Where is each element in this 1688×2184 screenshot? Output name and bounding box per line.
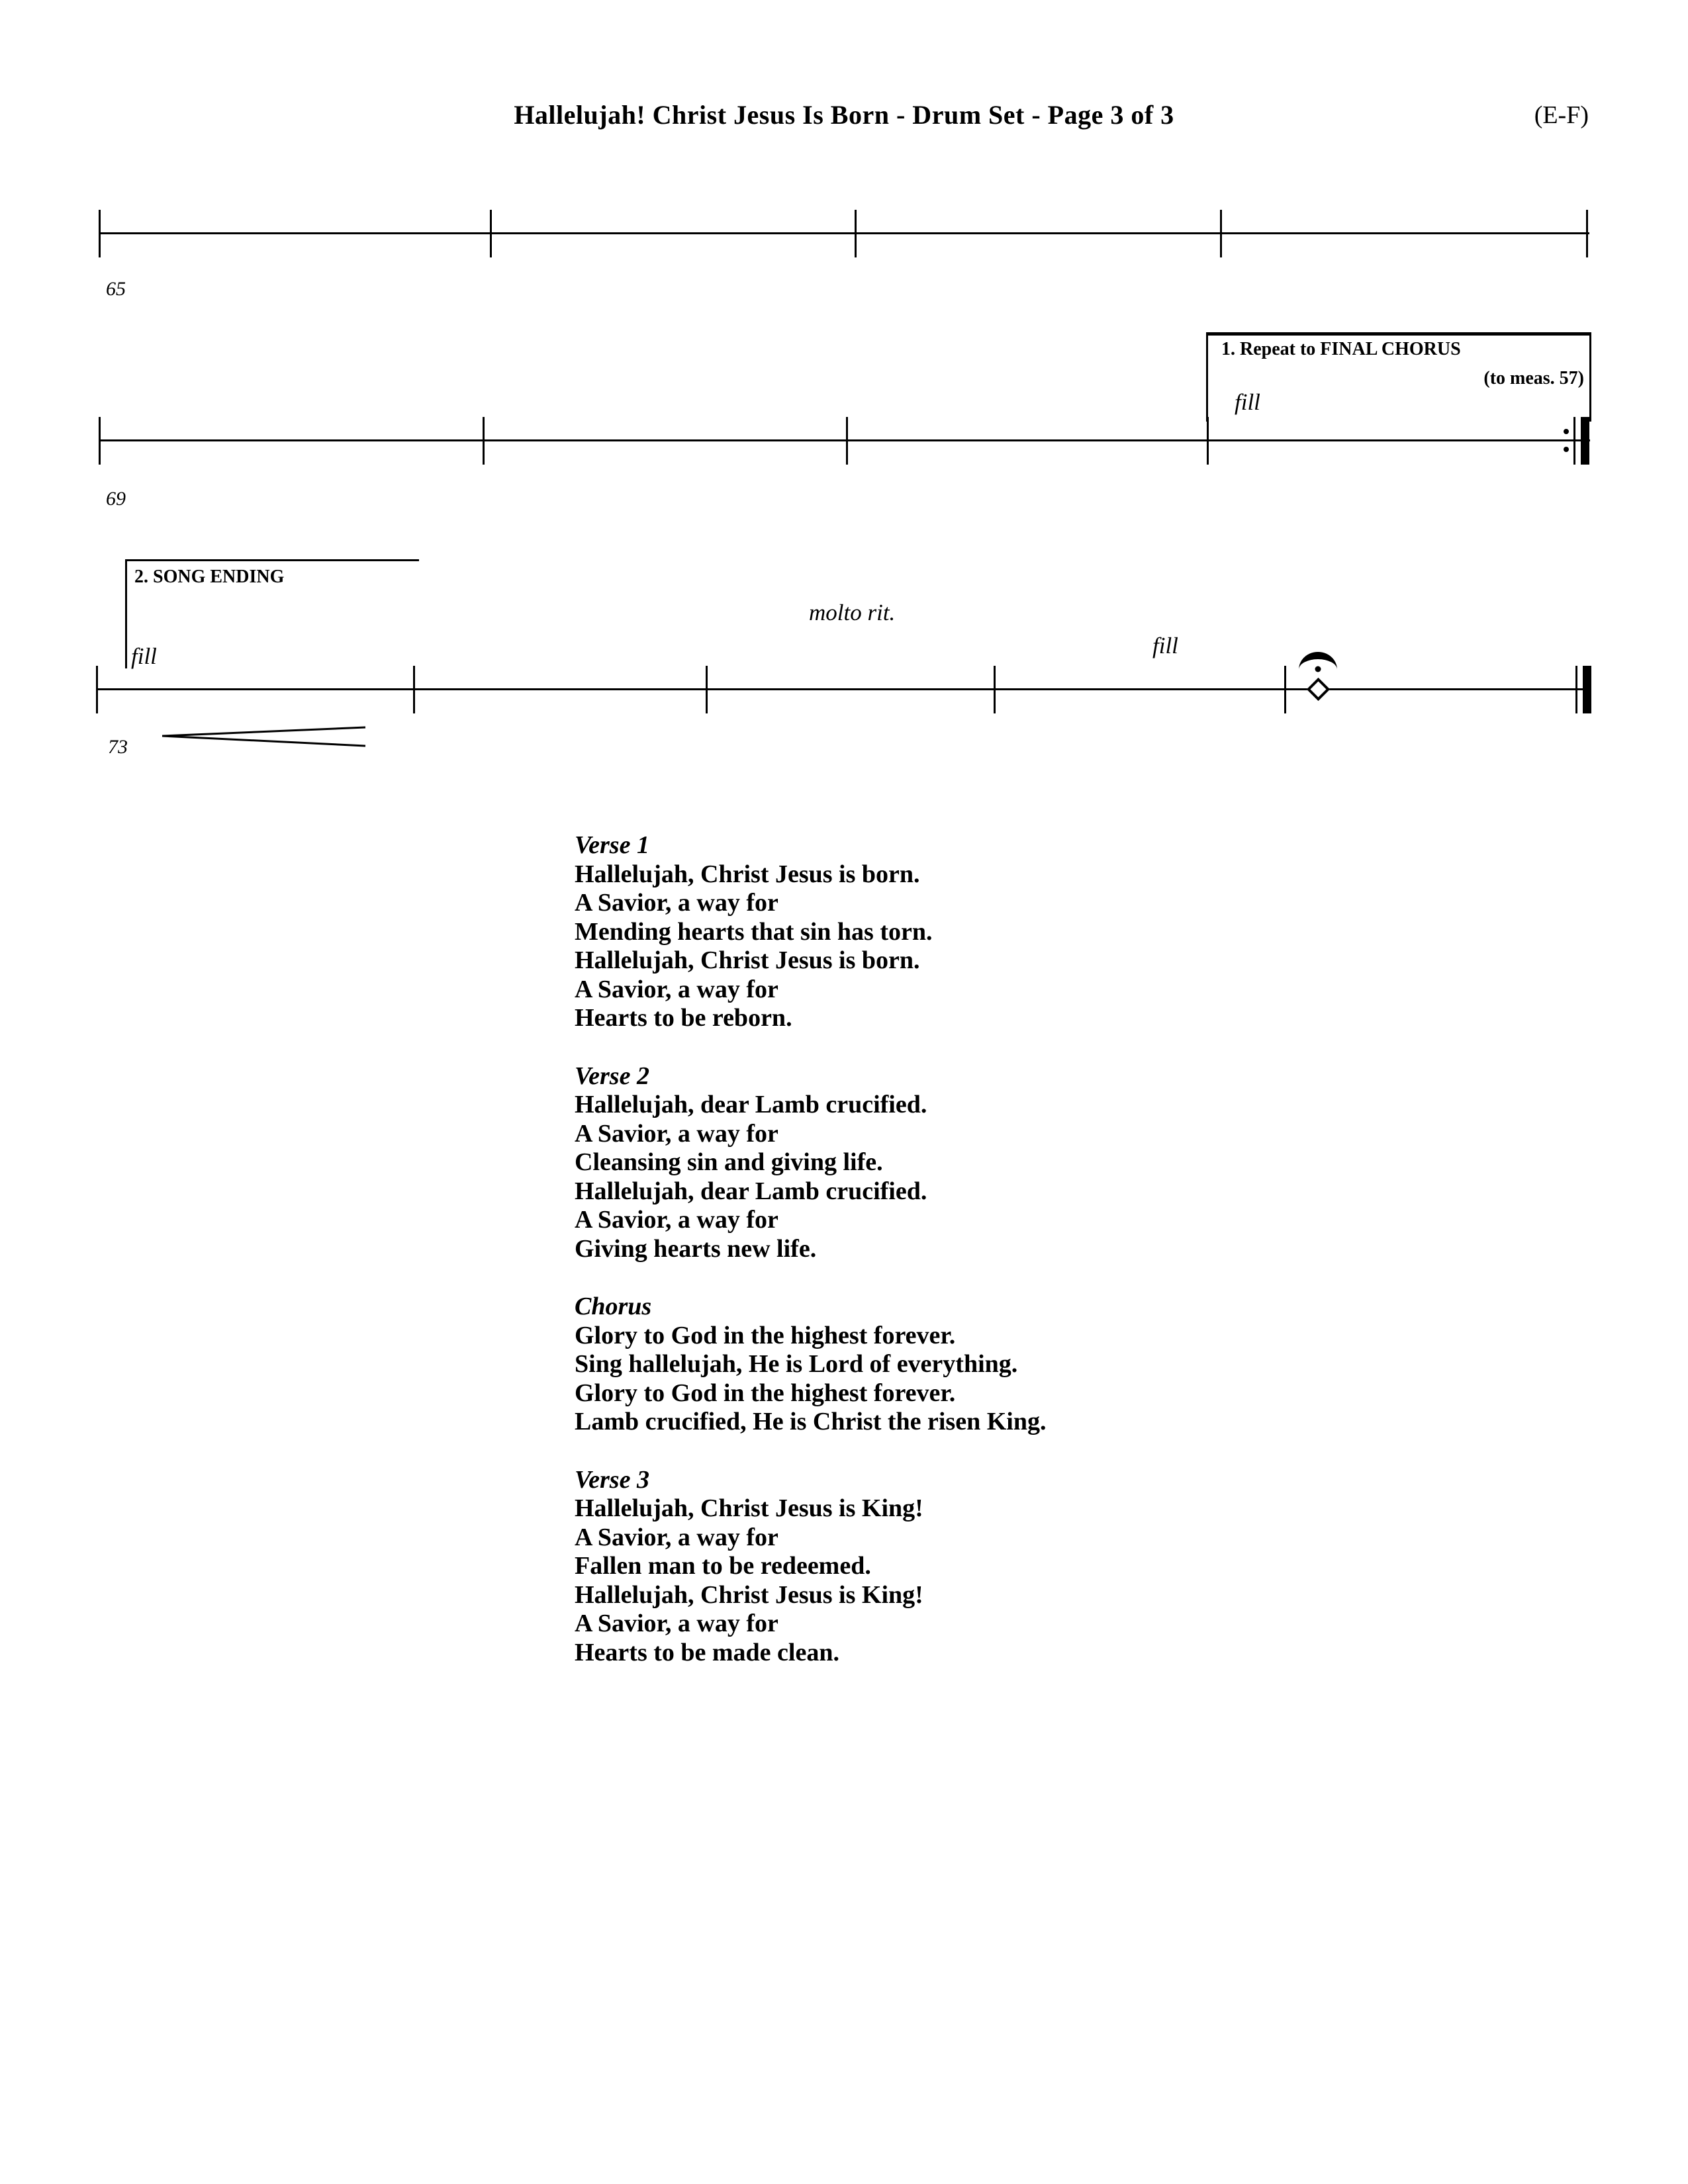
lyrics-line: Hearts to be reborn. (575, 1004, 792, 1032)
barline (1586, 210, 1588, 257)
lyrics-line: Sing hallelujah, He is Lord of everything. (575, 1350, 1018, 1378)
lyrics-line: Giving hearts new life. (575, 1234, 817, 1263)
lyrics-line: Hallelujah, dear Lamb crucified. (575, 1091, 927, 1118)
lyrics-block (575, 831, 1046, 1696)
barline (846, 417, 848, 465)
key-range-label: (E-F) (1534, 101, 1589, 129)
measure-number: 69 (106, 488, 126, 510)
barline (483, 417, 485, 465)
lyrics-section-verse-3 (575, 1466, 1046, 1668)
repeat-dot (1564, 447, 1569, 452)
lyrics-line: Glory to God in the highest forever. (575, 1379, 956, 1407)
barline (994, 666, 996, 713)
barline (1207, 417, 1209, 465)
diamond-notehead-icon (1307, 678, 1330, 701)
volta-1-label: 1. Repeat to FINAL CHORUS (1221, 339, 1461, 359)
lyrics-line: A Savior, a way for (575, 1119, 778, 1148)
barline (855, 210, 857, 257)
fermata-icon (1298, 650, 1338, 674)
lyrics-line: A Savior, a way for (575, 1206, 778, 1234)
lyrics-line: Lamb crucified, He is Christ the risen King. (575, 1408, 1047, 1435)
fill-marking: fill (1152, 633, 1178, 659)
lyrics-line: Glory to God in the highest forever. (575, 1321, 956, 1349)
measure-number: 73 (108, 736, 128, 758)
lyrics-line: Hallelujah, Christ Jesus is born. (575, 946, 920, 974)
lyrics-line: Fallen man to be redeemed. (575, 1552, 871, 1580)
staff-line (99, 232, 1589, 234)
lyrics-heading: Chorus (575, 1293, 652, 1320)
lyrics-line: Hallelujah, Christ Jesus is King! (575, 1580, 923, 1609)
lyrics-line: Hallelujah, Christ Jesus is born. (575, 860, 920, 888)
page-title: Hallelujah! Christ Jesus Is Born - Drum Set - Page 3 of 3 (514, 100, 1174, 130)
fill-marking: fill (131, 643, 157, 669)
lyrics-line: A Savior, a way for (575, 889, 778, 917)
lyrics-heading: Verse 1 (575, 831, 649, 859)
barline (99, 210, 101, 257)
barline (1284, 666, 1286, 713)
lyrics-line: Hallelujah, dear Lamb crucified. (575, 1177, 927, 1205)
tempo-marking: molto rit. (809, 600, 896, 625)
lyrics-section-verse-2 (575, 1062, 1046, 1264)
barline-thick (1581, 417, 1589, 465)
lyrics-heading: Verse 2 (575, 1062, 649, 1090)
barline (706, 666, 708, 713)
barline (413, 666, 415, 713)
lyrics-line: A Savior, a way for (575, 975, 778, 1003)
lyrics-line: Cleansing sin and giving life. (575, 1148, 883, 1176)
repeat-dot (1564, 429, 1569, 434)
barline (1573, 417, 1575, 465)
lyrics-section-chorus (575, 1293, 1046, 1437)
lyrics-line: Mending hearts that sin has torn. (575, 917, 933, 946)
barline-thick (1583, 666, 1591, 713)
barline (1220, 210, 1222, 257)
barline (490, 210, 492, 257)
volta-1-target: (to meas. 57) (1483, 368, 1584, 388)
lyrics-line: A Savior, a way for (575, 1610, 778, 1637)
fill-marking: fill (1235, 389, 1260, 415)
measure-number: 65 (106, 278, 126, 300)
lyrics-line: Hallelujah, Christ Jesus is King! (575, 1494, 923, 1522)
barline (1575, 666, 1577, 713)
staff-line (99, 439, 1590, 441)
lyrics-section-verse-1 (575, 831, 1046, 1033)
lyrics-heading: Verse 3 (575, 1465, 649, 1494)
barline (99, 417, 101, 465)
volta-2-label: 2. SONG ENDING (134, 567, 285, 587)
crescendo-hairpin-icon (159, 721, 371, 752)
lyrics-line: Hearts to be made clean. (575, 1638, 839, 1666)
barline (96, 666, 98, 713)
staff-line (96, 688, 1591, 690)
lyrics-line: A Savior, a way for (575, 1523, 778, 1551)
